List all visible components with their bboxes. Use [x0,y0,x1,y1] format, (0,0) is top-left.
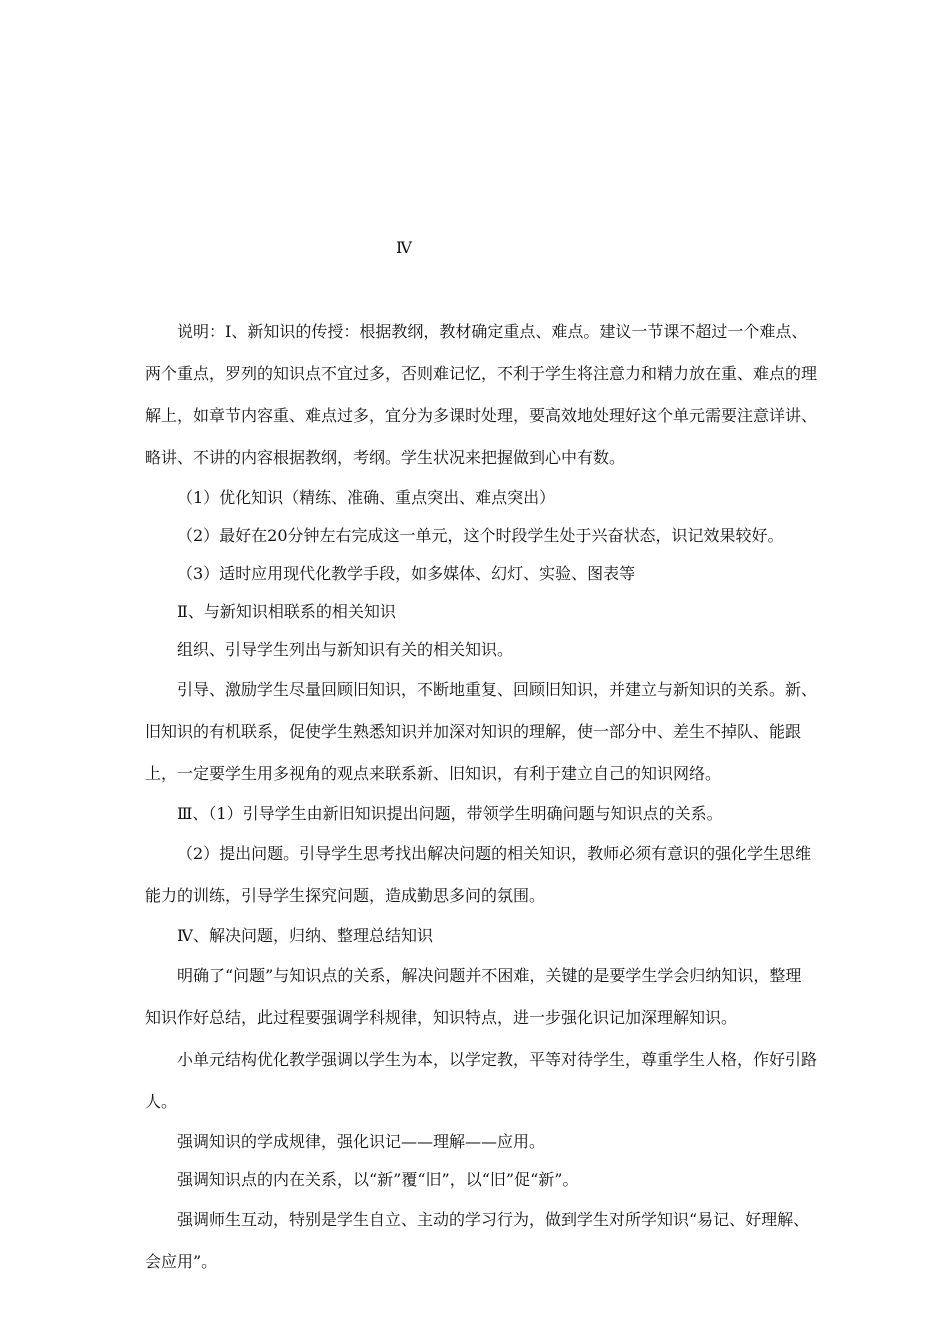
paragraph-intro: 说明：Ⅰ、新知识的传授：根据教纲，教材确定重点、难点。建议一节课不超过一个难点、两个重点，罗列的知识点不宜过多，否则难记忆，不利于学生将注意力和精力放在重、难点的理解上，如章节内容重、难点过多，宜分为多课时处理，要高效地处理好这个单元需要注意详讲、略讲、不讲的内容根据教纲，考纲。学生状况来把握做到心中有数。 [145,322,818,467]
paragraph-section-2-body: 引导、激励学生尽量回顾旧知识，不断地重复、回顾旧知识，并建立与新知识的关系。新、旧知识的有机联系，促使学生熟悉知识并加深对知识的理解，使一部分中、差生不掉队、能跟上，一定要学生用多视角的观点来联系新、旧知识，有利于建立自己的知识网络。 [145,680,818,783]
paragraph-section-3-title: Ⅲ、（1）引导学生由新旧知识提出问题，带领学生明确问题与知识点的关系。 [177,804,723,823]
paragraph-summary-3: 强调知识点的内在关系，以“新”覆“旧”，以“旧”促“新”。 [177,1170,579,1189]
paragraph-item-2: （2）最好在20分钟左右完成这一单元，这个时段学生处于兴奋状态，识记效果较好。 [177,526,784,545]
paragraph-summary-2: 强调知识的学成规律，强化识记——理解——应用。 [177,1132,546,1151]
paragraph-section-4-body: 明确了“问题”与知识点的关系，解决问题并不困难，关键的是要学生学会归纳知识，整理知识作好总结，此过程要强调学科规律，知识特点，进一步强化识记加深理解知识。 [145,966,802,1027]
section-heading: Ⅳ [396,238,413,257]
paragraph-section-2-intro: 组织、引导学生列出与新知识有关的相关知识。 [177,640,514,659]
paragraph-section-3-body: （2）提出问题。引导学生思考找出解决问题的相关知识，教师必须有意识的强化学生思维能力的训练，引导学生探究问题，造成勤思多问的氛围。 [145,844,812,905]
paragraph-item-1: （1）优化知识（精练、准确、重点突出、难点突出） [177,488,556,507]
paragraph-summary-4: 强调师生互动，特别是学生自立、主动的学习行为，做到学生对所学知识“易记、好理解、会应用”。 [145,1210,810,1271]
paragraph-item-3: （3）适时应用现代化教学手段，如多媒体、幻灯、实验、图表等 [177,564,636,583]
paragraph-section-4-title: Ⅳ、解决问题，归纳、整理总结知识 [177,926,433,945]
paragraph-section-2-title: Ⅱ、与新知识相联系的相关知识 [177,602,396,621]
document-body [145,311,817,1283]
paragraph-summary-1: 小单元结构优化教学强调以学生为本，以学定教，平等对待学生，尊重学生人格，作好引路人。 [145,1050,818,1111]
